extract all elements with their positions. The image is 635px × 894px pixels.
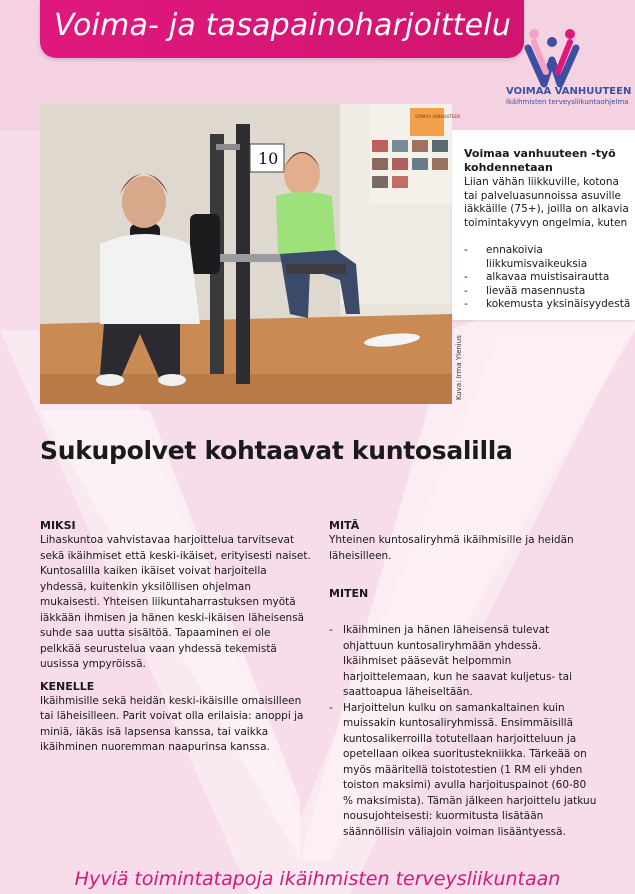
kenelle-heading: KENELLE <box>40 679 95 693</box>
kenelle-text: Ikäihmisille sekä heidän keski-ikäisille omaisilleen tai läheisilleen. Parit voivat olla erilaisia: anoppi ja miniä, iäkäs isä lapsensa kanssa, tai vaikka ikäihminen nuoremman naapurinsa kanssa. <box>40 694 304 753</box>
list-item: - alkavaa muistisairautta <box>464 271 610 283</box>
mita-text: Yhteinen kuntosaliryhmä ikäihmisille ja heidän läheisilleen. <box>329 534 574 562</box>
title-banner <box>40 0 524 58</box>
miksi-heading: MIKSI <box>40 519 76 532</box>
miten-list <box>329 623 597 840</box>
photo-credit: Kuva: Irma Ylenius <box>455 335 463 400</box>
poster-label: VOIMAA VANHUUTEEN <box>415 114 460 119</box>
list-item: - ennakoivia liikkumisvaikeuksia <box>464 244 588 270</box>
left-column <box>40 518 312 756</box>
target-group-intro: Liian vähän liikkuville, kotona tai palveluasunnoissa asuville iäkkäille (75+), joilla on alkavia toimintakyvyn ongelmia, kuten <box>464 176 629 229</box>
miksi-text: Lihaskuntoa vahvistavaa harjoittelua tarvitsevat sekä ikäihmiset että keski-ikäiset, erityisesti naiset. Kuntosalilla kaiken ikäiset voivat harjoitella yhdessä, kuitenkin yksilöllisen ohjelman mukaisesti. Yhteisen liikuntaharrastuksen myötä iäkkään ihmisen ja hänen keski-ikäisen läheisensä suhde saa uutta sisältöä. Tapaaminen ei ole pelkkää seurustelua vaan yhdessä tekemistä uusissa ympyröissä. <box>40 534 311 670</box>
list-item: - kokemusta yksinäisyydestä <box>464 298 631 310</box>
mita-heading: MITÄ <box>329 519 360 532</box>
target-group-list <box>464 244 634 312</box>
banner-title: Voima- ja tasapainoharjoittelu <box>54 8 512 43</box>
footer-tagline: Hyviä toimintatapoja ikäihmisten terveysliikuntaan <box>74 868 561 890</box>
list-item: - Harjoittelun kulku on samankaltainen kuin muissakin kuntosaliryhmissä. Ensimmäisillä kuntosalikerroilla totutellaan harjoitteluun ja opetellaan oikea suoritustekniikka. Tärkeää on myös määritellä toistotestien (1 RM eli yhden toiston maksimi) avulla harjoituspainot (60-80 % maksimista). Tämän jälkeen harjoittelu jatkuu nousujohteisesti: kuormitusta lisätään säännöllisin väliajoin voiman lisääntyessä. <box>329 701 597 838</box>
list-item: - Ikäihminen ja hänen läheisensä tulevat ohjattuun kuntosaliryhmään yhdessä. Ikäihmiset pääsevät helpommin harjoittelemaan, kun he saavat kuljetus- tai saattoapua läheiseltään. <box>329 624 573 698</box>
logo-subtitle: ikäihmisten terveysliikuntaohjelma <box>506 98 629 106</box>
target-group-title: Voimaa vanhuuteen -työ kohdennetaan <box>464 147 616 174</box>
station-number: 10 <box>258 149 279 168</box>
page-headline: Sukupolvet kohtaavat kuntosalilla <box>40 436 513 465</box>
miten-heading: MITEN <box>329 587 369 600</box>
logo-name: VOIMAA VANHUUTEEN <box>506 86 632 97</box>
list-item: - lievää masennusta <box>464 284 586 297</box>
right-column <box>329 518 597 840</box>
